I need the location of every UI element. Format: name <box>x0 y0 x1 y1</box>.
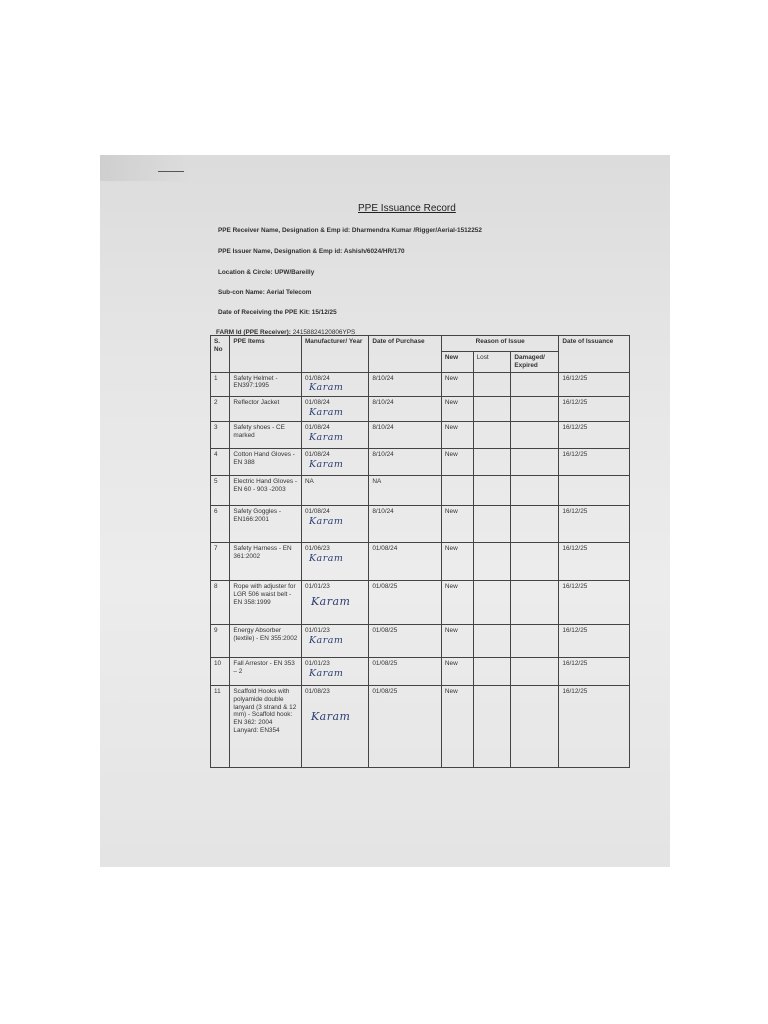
cell-item: Fall Arrestor - EN 353 – 2 <box>230 658 302 686</box>
table-row <box>211 506 630 543</box>
cell-manufacturer <box>301 372 368 396</box>
mfg-date: 01/08/23 <box>304 688 330 696</box>
cell-item: Safety shoes - CE marked <box>230 422 302 449</box>
cell-damaged <box>511 397 559 422</box>
header-damaged: Damaged/ Expired <box>511 352 559 373</box>
cell-new <box>441 476 473 506</box>
cell-issuance: 16/12/25 <box>559 625 630 658</box>
cell-manufacturer <box>301 543 368 581</box>
cell-item: Scaffold Hooks with polyamide double lanyard (3 strand & 12 mm) - Scaffold hook: EN 362: 2004 Lanyard: EN354 <box>230 686 302 768</box>
cell-damaged <box>511 476 559 506</box>
cell-issuance: 16/12/25 <box>559 449 630 476</box>
cell-purchase: 01/08/25 <box>369 658 442 686</box>
issuer-field <box>218 248 405 255</box>
cell-item: Rope with adjuster for LGR 506 waist belt - EN 358:1999 <box>230 581 302 625</box>
table-row <box>211 658 630 686</box>
cell-new: New <box>441 372 473 396</box>
table-row <box>211 625 630 658</box>
cell-issuance: 16/12/25 <box>559 543 630 581</box>
cell-purchase: 8/10/24 <box>369 506 442 543</box>
cell-lost <box>473 543 511 581</box>
cell-lost <box>473 397 511 422</box>
mfg-date: 01/08/24 <box>304 399 330 407</box>
receiving-date-value: 15/12/25 <box>311 309 337 316</box>
table-row <box>211 422 630 449</box>
mfg-date: 01/08/24 <box>304 508 330 516</box>
cell-lost <box>473 372 511 396</box>
cell-issuance: 16/12/25 <box>559 422 630 449</box>
table-row <box>211 543 630 581</box>
cell-damaged <box>511 543 559 581</box>
cell-issuance: 16/12/25 <box>559 581 630 625</box>
location-field <box>218 269 314 276</box>
cell-item: Safety Harness - EN 361:2002 <box>230 543 302 581</box>
cell-item: Cotton Hand Gloves - EN 388 <box>230 449 302 476</box>
handwritten-signature: Karam <box>308 552 344 564</box>
table-row <box>211 686 630 768</box>
cell-manufacturer <box>301 658 368 686</box>
cell-new: New <box>441 625 473 658</box>
subcon-label: Sub-con Name: <box>218 289 265 296</box>
cell-new: New <box>441 686 473 768</box>
header-issuance: Date of Issuance <box>559 336 630 373</box>
header-reason: Reason of Issue <box>441 336 559 352</box>
cell-sno: 6 <box>211 506 230 543</box>
issuer-value: Ashish/6024/HR/170 <box>343 248 405 255</box>
table-row <box>211 397 630 422</box>
cell-item: Safety Goggles - EN166:2001 <box>230 506 302 543</box>
ppe-record-sheet <box>100 155 670 867</box>
table-row <box>211 581 630 625</box>
cell-lost <box>473 449 511 476</box>
issuer-label: PPE Issuer Name, Designation & Emp id: <box>218 248 343 255</box>
cell-issuance <box>559 476 630 506</box>
cell-manufacturer <box>301 581 368 625</box>
cell-sno: 3 <box>211 422 230 449</box>
handwritten-signature: Karam <box>310 594 351 608</box>
header-lost: Lost <box>473 352 511 373</box>
handwritten-signature: Karam <box>308 458 344 470</box>
cell-sno: 10 <box>211 658 230 686</box>
cell-damaged <box>511 658 559 686</box>
cell-purchase: 8/10/24 <box>369 449 442 476</box>
cell-lost <box>473 581 511 625</box>
farm-id-value: 24158824120806YPS <box>292 329 356 336</box>
cell-purchase: 01/08/25 <box>369 686 442 768</box>
cell-item: Reflector Jacket <box>230 397 302 422</box>
cell-manufacturer <box>301 506 368 543</box>
cell-damaged <box>511 372 559 396</box>
cell-damaged <box>511 686 559 768</box>
cell-manufacturer <box>301 449 368 476</box>
cell-item: Safety Helmet - EN397:1995 <box>230 372 302 396</box>
cell-sno: 2 <box>211 397 230 422</box>
mfg-date: 01/01/23 <box>304 660 330 668</box>
cell-purchase: 8/10/24 <box>369 397 442 422</box>
cell-item: Energy Absorber (textile) - EN 355:2002 <box>230 625 302 658</box>
mfg-date: 01/08/24 <box>304 374 330 382</box>
handwritten-signature: Karam <box>308 634 344 646</box>
cell-sno: 4 <box>211 449 230 476</box>
cell-new: New <box>441 397 473 422</box>
cell-new: New <box>441 422 473 449</box>
cell-manufacturer <box>301 625 368 658</box>
cell-purchase: 01/08/24 <box>369 543 442 581</box>
cell-manufacturer <box>301 422 368 449</box>
cell-new: New <box>441 581 473 625</box>
cell-sno: 9 <box>211 625 230 658</box>
cell-sno: 8 <box>211 581 230 625</box>
cell-issuance: 16/12/25 <box>559 686 630 768</box>
header-manufacturer: Manufacturer/ Year <box>301 336 368 373</box>
mfg-date: 01/01/23 <box>304 627 330 635</box>
location-label: Location & Circle: <box>218 269 273 276</box>
cell-sno: 5 <box>211 476 230 506</box>
header-purchase: Date of Purchase <box>369 336 442 373</box>
mfg-date: 01/08/24 <box>304 451 330 459</box>
cell-manufacturer <box>301 476 368 506</box>
table-row <box>211 372 630 396</box>
cell-lost <box>473 625 511 658</box>
receiving-date-field <box>218 309 337 316</box>
handwritten-signature: Karam <box>308 382 344 394</box>
cell-purchase: 01/08/25 <box>369 581 442 625</box>
mfg-date: 01/08/24 <box>304 424 330 432</box>
header-items: PPE Items <box>230 336 302 373</box>
location-value: UPW/Bareilly <box>274 269 315 276</box>
handwritten-signature: Karam <box>308 515 344 527</box>
cell-new: New <box>441 449 473 476</box>
cell-issuance: 16/12/25 <box>559 506 630 543</box>
cell-new: New <box>441 506 473 543</box>
handwritten-signature: Karam <box>308 406 344 418</box>
cell-purchase: NA <box>369 476 442 506</box>
cell-damaged <box>511 422 559 449</box>
cell-sno: 1 <box>211 372 230 396</box>
cell-manufacturer <box>301 397 368 422</box>
cell-lost <box>473 476 511 506</box>
cell-lost <box>473 506 511 543</box>
cell-manufacturer <box>301 686 368 768</box>
cell-purchase: 8/10/24 <box>369 422 442 449</box>
document-title: PPE Issuance Record <box>358 203 456 214</box>
mfg-date: 01/06/23 <box>304 545 330 553</box>
table-row <box>211 476 630 506</box>
cell-issuance: 16/12/25 <box>559 372 630 396</box>
document-photo <box>100 155 670 867</box>
cell-damaged <box>511 581 559 625</box>
cell-new: New <box>441 658 473 686</box>
cell-new: New <box>441 543 473 581</box>
subcon-field <box>218 289 311 296</box>
receiving-date-label: Date of Receiving the PPE Kit: <box>218 309 310 316</box>
cell-damaged <box>511 449 559 476</box>
cell-purchase: 8/10/24 <box>369 372 442 396</box>
cell-sno: 7 <box>211 543 230 581</box>
mfg-date: NA <box>304 478 314 486</box>
cell-lost <box>473 658 511 686</box>
subcon-value: Aerial Telecom <box>266 289 312 296</box>
cell-lost <box>473 422 511 449</box>
cell-lost <box>473 686 511 768</box>
cell-purchase: 01/08/25 <box>369 625 442 658</box>
cell-damaged <box>511 625 559 658</box>
cell-sno: 11 <box>211 686 230 768</box>
farm-id-label: FARM Id (PPE Receiver): <box>216 329 291 336</box>
header-new: New <box>441 352 473 373</box>
cell-damaged <box>511 506 559 543</box>
cell-issuance: 16/12/25 <box>559 397 630 422</box>
handwritten-signature: Karam <box>308 431 344 443</box>
header-sno: S. No <box>211 336 230 373</box>
cell-issuance: 16/12/25 <box>559 658 630 686</box>
handwritten-signature: Karam <box>308 667 344 679</box>
cell-item: Electric Hand Gloves - EN 60 - 903 -2003 <box>230 476 302 506</box>
receiver-value: Dharmendra Kumar /Rigger/Aerial-1512252 <box>351 227 482 234</box>
mfg-date: 01/01/23 <box>304 583 330 591</box>
receiver-label: PPE Receiver Name, Designation & Emp id: <box>218 227 351 234</box>
table-row <box>211 449 630 476</box>
receiver-field <box>218 227 482 234</box>
ppe-table <box>210 335 630 768</box>
handwritten-signature: Karam <box>310 709 351 723</box>
